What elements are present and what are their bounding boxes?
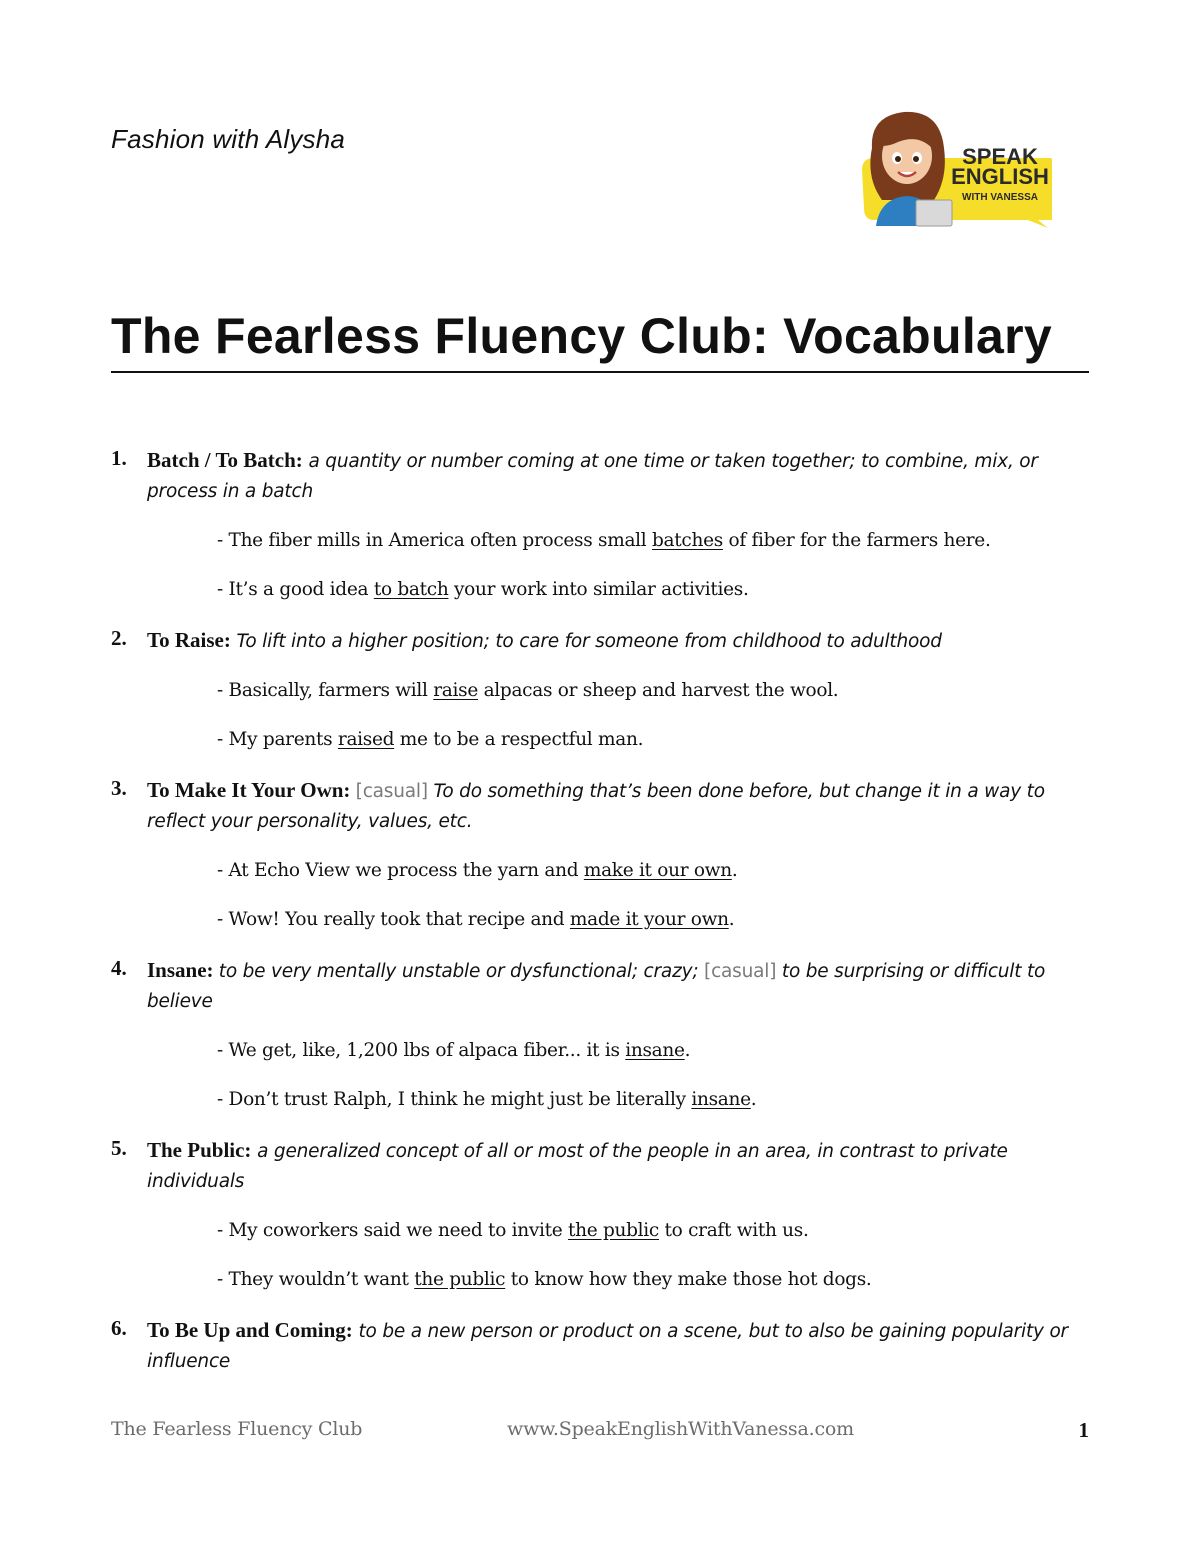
vocab-definition: a generalized concept of all or most of the people in an area, in contrast to private individuals	[147, 1141, 1008, 1192]
vocab-headline	[147, 776, 1091, 836]
vocab-definition: a quantity or number coming at one time or taken together; to combine, mix, or process in a batch	[147, 451, 1038, 502]
example-keyword: batches	[652, 530, 723, 551]
example-sentence: - The fiber mills in America often process small batches of fiber for the farmers here.	[217, 530, 991, 551]
example-sentence: - Basically, farmers will raise alpacas or sheep and harvest the wool.	[217, 680, 839, 701]
vocab-definition: to be a new person or product on a scene, but to also be gaining popularity or influence	[147, 1321, 1068, 1372]
vocab-number: 1.	[111, 446, 127, 470]
vocab-headline	[147, 1316, 1091, 1376]
vocab-term: To Be Up and Coming:	[147, 1318, 353, 1342]
vocab-number: 4.	[111, 956, 127, 980]
vocab-term: The Public:	[147, 1138, 252, 1162]
vocab-separator: :	[223, 628, 231, 652]
logo-text-speak: SPEAK	[962, 144, 1038, 169]
vocab-definition: to be surprising or difficult to believe	[147, 961, 1046, 1012]
logo-laptop	[916, 200, 952, 226]
vocab-number: 6.	[111, 1316, 127, 1340]
title-divider	[111, 371, 1089, 373]
example-sentence: - Wow! You really took that recipe and made it your own.	[217, 909, 735, 930]
page-number: 1	[1078, 1418, 1089, 1442]
vocab-term: Insane:	[147, 958, 214, 982]
vocab-item	[111, 1136, 1091, 1294]
example-sentence: - Don’t trust Ralph, I think he might just be literally insane.	[217, 1089, 757, 1110]
example-sentence: - We get, like, 1,200 lbs of alpaca fiber... it is insane.	[217, 1040, 691, 1061]
register-tag: [casual]	[355, 781, 428, 802]
vocab-examples	[147, 1217, 1091, 1294]
example-sentence: - My parents raised me to be a respectful man.	[217, 729, 644, 750]
example-sentence: - At Echo View we process the yarn and make it our own.	[217, 860, 738, 881]
example-keyword: to batch	[373, 579, 449, 600]
vocab-definition: To do something that’s been done before, but change it in a way to reflect your personality, values, etc.	[147, 781, 1045, 832]
vocab-headline	[147, 446, 1091, 506]
example-keyword: make it our own	[583, 860, 732, 881]
page-footer	[111, 1418, 1089, 1444]
vocab-definition: to be very mentally unstable or dysfunctional; crazy;	[218, 961, 705, 982]
vocab-separator: :	[295, 448, 303, 472]
vocab-headline	[147, 956, 1091, 1016]
example-sentence: - It’s a good idea to batch your work into similar activities.	[217, 579, 749, 600]
document-subtitle: Fashion with Alysha	[111, 124, 346, 154]
vocab-item	[111, 956, 1091, 1114]
speak-english-logo	[852, 108, 1062, 228]
example-sentence: - They wouldn’t want the public to know how they make those hot dogs.	[217, 1269, 872, 1290]
example-sentence: - My coworkers said we need to invite the public to craft with us.	[217, 1220, 809, 1241]
footer-club-name: The Fearless Fluency Club	[111, 1418, 363, 1440]
vocab-item	[111, 1316, 1091, 1376]
example-keyword: insane	[691, 1089, 751, 1110]
vocab-number: 2.	[111, 626, 127, 650]
example-keyword: the public	[567, 1220, 659, 1241]
example-keyword: raise	[433, 680, 478, 701]
vocab-item	[111, 626, 1091, 754]
vocab-examples	[147, 677, 1091, 754]
example-keyword: raised	[337, 729, 395, 750]
vocab-term: To Raise	[147, 628, 224, 652]
page-title: The Fearless Fluency Club: Vocabulary	[111, 308, 1053, 364]
example-keyword: made it your own	[569, 909, 729, 930]
logo-text-english: ENGLISH	[951, 164, 1049, 189]
footer-website-link[interactable]: www.SpeakEnglishWithVanessa.com	[507, 1418, 854, 1440]
example-keyword: the public	[414, 1269, 506, 1290]
vocab-item	[111, 776, 1091, 934]
vocab-examples	[147, 1037, 1091, 1114]
register-tag: [casual]	[704, 961, 777, 982]
example-keyword: insane	[625, 1040, 685, 1061]
vocab-number: 3.	[111, 776, 127, 800]
vocab-number: 5.	[111, 1136, 127, 1160]
vocab-definition: To lift into a higher position; to care for someone from childhood to adulthood	[230, 631, 942, 652]
vocab-term: Batch / To Batch	[147, 448, 296, 472]
vocab-item	[111, 446, 1091, 604]
vocab-headline	[147, 626, 1091, 656]
vocabulary-list	[111, 446, 1091, 1398]
vocab-headline	[147, 1136, 1091, 1196]
logo-text-with-vanessa: WITH VANESSA	[962, 192, 1038, 203]
vocab-term: To Make It Your Own:	[147, 778, 351, 802]
vocab-examples	[147, 527, 1091, 604]
vocab-examples	[147, 857, 1091, 934]
